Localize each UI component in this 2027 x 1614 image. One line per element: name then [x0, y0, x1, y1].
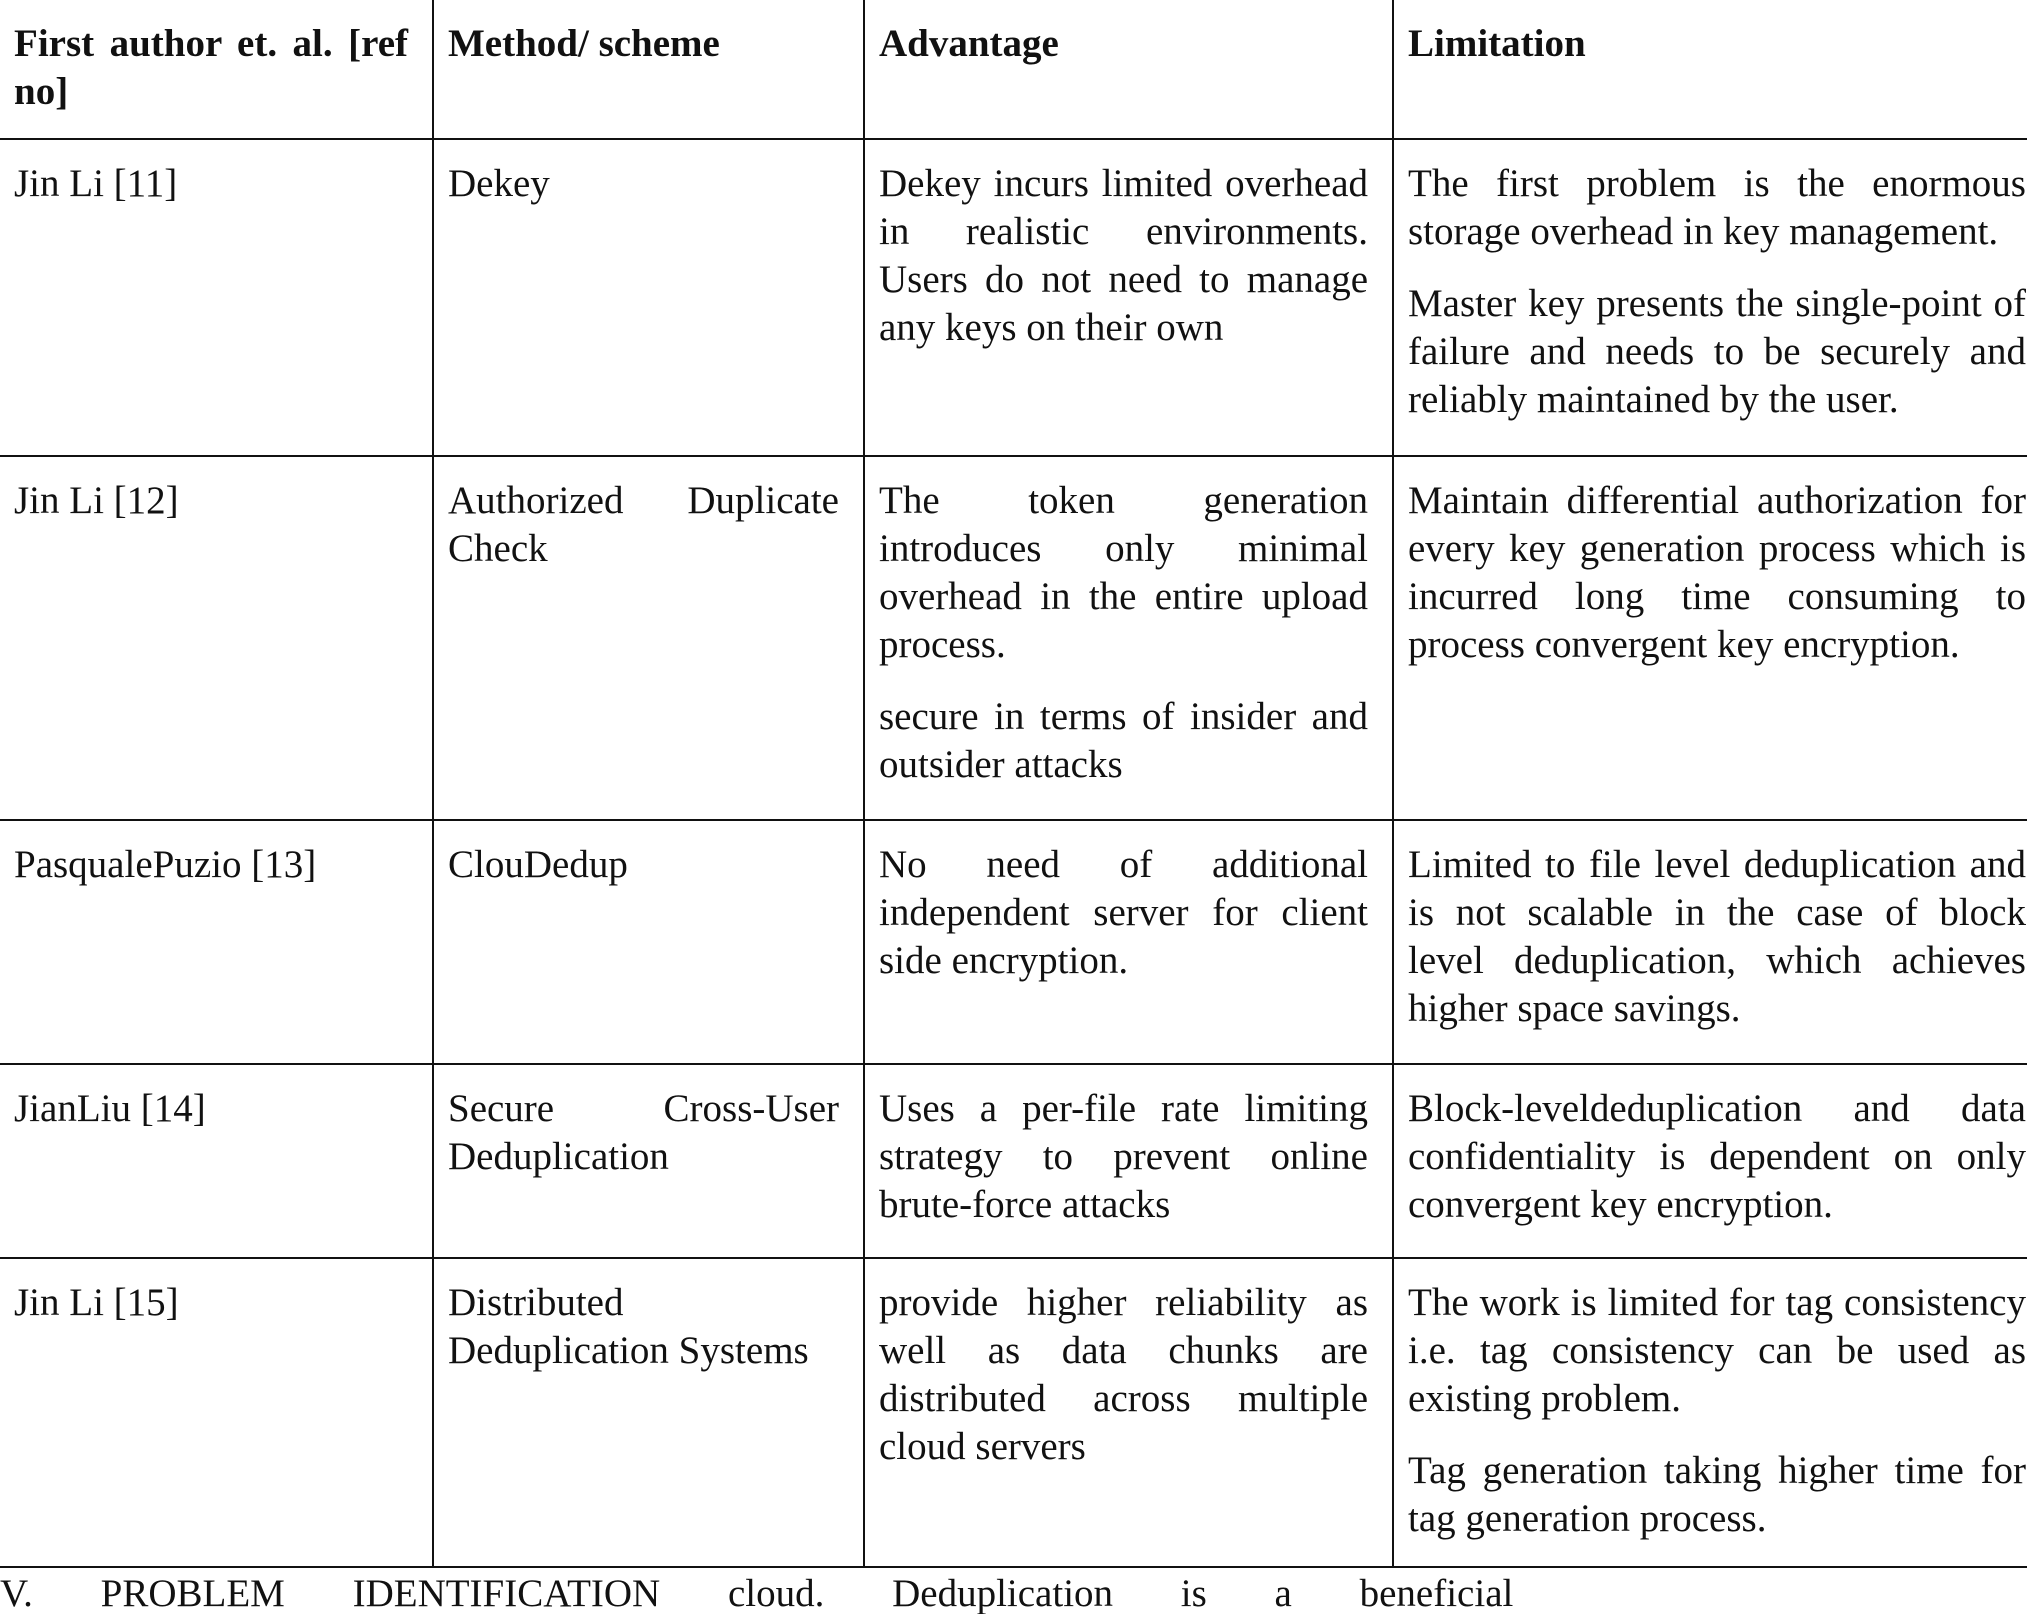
- limitation-cell: [1393, 456, 2027, 820]
- limitation-text: Maintain differential authorization for every key generation process which is incurred long time consuming to process convergent key encryption.: [1408, 479, 2026, 666]
- header-advantage: Advantage: [864, 0, 1393, 139]
- limitation-text: Block-leveldeduplication and data confidentiality is dependent on only convergent key encryption.: [1408, 1087, 2026, 1226]
- next-section-text: V. PROBLEM IDENTIFICATION cloud. Deduplication is a beneficial: [0, 1574, 1514, 1614]
- advantage-cell: [864, 456, 1393, 820]
- table-row: [0, 139, 2027, 456]
- limitation-text: Limited to file level deduplication and is not scalable in the case of block level deduplication, which achieves higher space savings.: [1408, 843, 2026, 1030]
- table-row: [0, 1258, 2027, 1567]
- method-cell: Authorized Duplicate Check: [433, 456, 864, 820]
- limitation-text: Master key presents the single-point of failure and needs to be securely and reliably maintained by the user.: [1408, 282, 2026, 421]
- advantage-text: Dekey incurs limited overhead in realistic environments. Users do not need to manage any keys on their own: [879, 162, 1368, 349]
- limitation-cell: [1393, 820, 2027, 1064]
- author-cell: Jin Li [12]: [0, 456, 433, 820]
- limitation-text: The first problem is the enormous storage overhead in key management.: [1408, 162, 2026, 253]
- advantage-cell: [864, 820, 1393, 1064]
- table-row: [0, 820, 2027, 1064]
- advantage-cell: [864, 1064, 1393, 1258]
- limitation-cell: [1393, 1258, 2027, 1567]
- limitation-cell: [1393, 139, 2027, 456]
- limitation-text: Tag generation taking higher time for tag generation process.: [1408, 1449, 2026, 1540]
- author-cell: JianLiu [14]: [0, 1064, 433, 1258]
- advantage-text: secure in terms of insider and outsider attacks: [879, 695, 1368, 786]
- method-cell: ClouDedup: [433, 820, 864, 1064]
- author-cell: Jin Li [11]: [0, 139, 433, 456]
- advantage-text: provide higher reliability as well as data chunks are distributed across multiple cloud servers: [879, 1281, 1368, 1468]
- advantage-text: Uses a per-file rate limiting strategy to prevent online brute-force attacks: [879, 1087, 1368, 1226]
- author-cell: Jin Li [15]: [0, 1258, 433, 1567]
- author-cell: PasqualePuzio [13]: [0, 820, 433, 1064]
- table-row: [0, 456, 2027, 820]
- method-cell: Dekey: [433, 139, 864, 456]
- limitation-text: The work is limited for tag consistency i.e. tag consistency can be used as existing problem.: [1408, 1281, 2026, 1420]
- header-limitation: Limitation: [1393, 0, 2027, 139]
- header-first-author: First author et. al. [ref no]: [0, 0, 433, 139]
- limitation-cell: [1393, 1064, 2027, 1258]
- advantage-text: The token generation introduces only minimal overhead in the entire upload process.: [879, 479, 1368, 666]
- method-cell: Distributed Deduplication Systems: [433, 1258, 864, 1567]
- method-cell: Secure Cross-User Deduplication: [433, 1064, 864, 1258]
- advantage-cell: [864, 1258, 1393, 1567]
- table-header-row: [0, 0, 2027, 139]
- advantage-text: No need of additional independent server for client side encryption.: [879, 843, 1368, 982]
- advantage-cell: [864, 139, 1393, 456]
- header-method: Method/ scheme: [433, 0, 864, 139]
- table-row: [0, 1064, 2027, 1258]
